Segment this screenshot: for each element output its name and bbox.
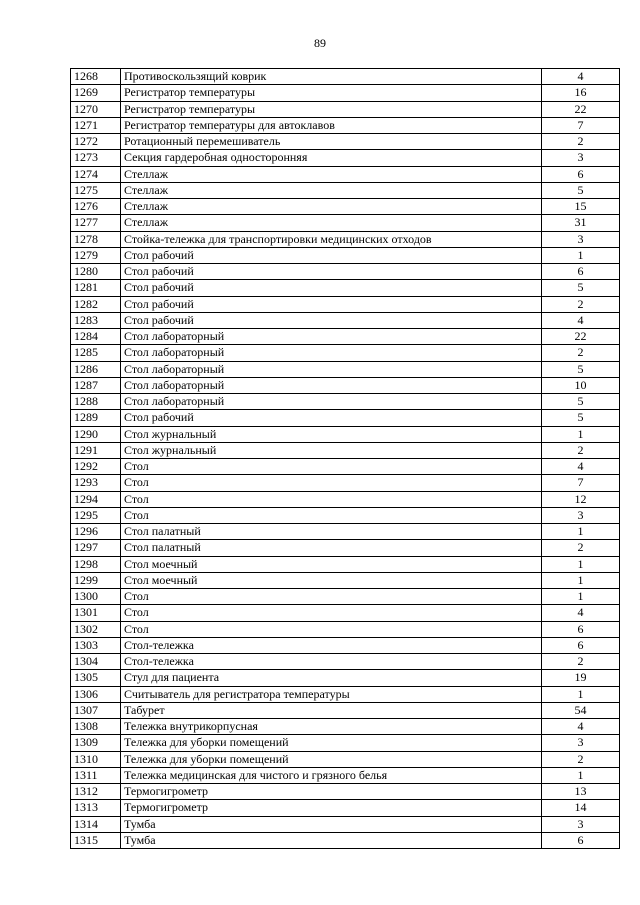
table-row xyxy=(71,329,620,345)
table-row xyxy=(71,199,620,215)
item-name-cell: Стол лабораторный xyxy=(121,361,542,377)
row-number-cell: 1298 xyxy=(71,556,121,572)
row-number-cell: 1276 xyxy=(71,199,121,215)
table-row xyxy=(71,345,620,361)
quantity-cell: 54 xyxy=(542,702,620,718)
row-number-cell: 1288 xyxy=(71,394,121,410)
item-name-cell: Противоскользящий коврик xyxy=(121,69,542,85)
row-number-cell: 1277 xyxy=(71,215,121,231)
item-name-cell: Стол рабочий xyxy=(121,264,542,280)
quantity-cell: 2 xyxy=(542,345,620,361)
row-number-cell: 1290 xyxy=(71,426,121,442)
quantity-cell: 22 xyxy=(542,329,620,345)
row-number-cell: 1311 xyxy=(71,767,121,783)
table-row xyxy=(71,280,620,296)
table-row xyxy=(71,784,620,800)
item-name-cell: Стол палатный xyxy=(121,540,542,556)
row-number-cell: 1303 xyxy=(71,637,121,653)
row-number-cell: 1281 xyxy=(71,280,121,296)
item-name-cell: Стол лабораторный xyxy=(121,345,542,361)
item-name-cell: Тумба xyxy=(121,832,542,848)
row-number-cell: 1297 xyxy=(71,540,121,556)
quantity-cell: 5 xyxy=(542,182,620,198)
item-name-cell: Стол-тележка xyxy=(121,637,542,653)
quantity-cell: 7 xyxy=(542,475,620,491)
table-row xyxy=(71,800,620,816)
quantity-cell: 2 xyxy=(542,540,620,556)
table-row xyxy=(71,296,620,312)
inventory-table-body xyxy=(71,69,620,849)
item-name-cell: Стол журнальный xyxy=(121,426,542,442)
table-row xyxy=(71,264,620,280)
item-name-cell: Регистратор температуры xyxy=(121,101,542,117)
item-name-cell: Стол рабочий xyxy=(121,312,542,328)
item-name-cell: Стойка-тележка для транспортировки медицинских отходов xyxy=(121,231,542,247)
row-number-cell: 1315 xyxy=(71,832,121,848)
row-number-cell: 1272 xyxy=(71,134,121,150)
table-row xyxy=(71,540,620,556)
quantity-cell: 3 xyxy=(542,150,620,166)
table-row xyxy=(71,377,620,393)
item-name-cell: Стол рабочий xyxy=(121,296,542,312)
table-row xyxy=(71,85,620,101)
row-number-cell: 1274 xyxy=(71,166,121,182)
item-name-cell: Стол рабочий xyxy=(121,410,542,426)
table-row xyxy=(71,475,620,491)
table-row xyxy=(71,589,620,605)
quantity-cell: 2 xyxy=(542,134,620,150)
row-number-cell: 1278 xyxy=(71,231,121,247)
quantity-cell: 1 xyxy=(542,686,620,702)
table-row xyxy=(71,394,620,410)
table-row xyxy=(71,719,620,735)
quantity-cell: 7 xyxy=(542,117,620,133)
quantity-cell: 6 xyxy=(542,621,620,637)
table-row xyxy=(71,231,620,247)
quantity-cell: 4 xyxy=(542,605,620,621)
item-name-cell: Стол рабочий xyxy=(121,247,542,263)
row-number-cell: 1283 xyxy=(71,312,121,328)
row-number-cell: 1302 xyxy=(71,621,121,637)
item-name-cell: Тележка для уборки помещений xyxy=(121,751,542,767)
row-number-cell: 1307 xyxy=(71,702,121,718)
table-row xyxy=(71,491,620,507)
row-number-cell: 1285 xyxy=(71,345,121,361)
item-name-cell: Тумба xyxy=(121,816,542,832)
row-number-cell: 1268 xyxy=(71,69,121,85)
quantity-cell: 13 xyxy=(542,784,620,800)
table-row xyxy=(71,215,620,231)
quantity-cell: 5 xyxy=(542,410,620,426)
quantity-cell: 1 xyxy=(542,767,620,783)
item-name-cell: Табурет xyxy=(121,702,542,718)
item-name-cell: Стол лабораторный xyxy=(121,377,542,393)
row-number-cell: 1275 xyxy=(71,182,121,198)
row-number-cell: 1308 xyxy=(71,719,121,735)
table-row xyxy=(71,117,620,133)
item-name-cell: Стол палатный xyxy=(121,524,542,540)
quantity-cell: 1 xyxy=(542,589,620,605)
quantity-cell: 2 xyxy=(542,442,620,458)
table-row xyxy=(71,832,620,848)
table-row xyxy=(71,442,620,458)
item-name-cell: Тележка для уборки помещений xyxy=(121,735,542,751)
item-name-cell: Считыватель для регистратора температуры xyxy=(121,686,542,702)
quantity-cell: 1 xyxy=(542,426,620,442)
row-number-cell: 1270 xyxy=(71,101,121,117)
table-row xyxy=(71,410,620,426)
table-row xyxy=(71,247,620,263)
table-row xyxy=(71,621,620,637)
table-row xyxy=(71,312,620,328)
row-number-cell: 1310 xyxy=(71,751,121,767)
quantity-cell: 4 xyxy=(542,69,620,85)
table-row xyxy=(71,556,620,572)
table-row xyxy=(71,767,620,783)
table-row xyxy=(71,637,620,653)
table-row xyxy=(71,751,620,767)
table-row xyxy=(71,816,620,832)
row-number-cell: 1306 xyxy=(71,686,121,702)
row-number-cell: 1295 xyxy=(71,507,121,523)
item-name-cell: Стеллаж xyxy=(121,199,542,215)
quantity-cell: 4 xyxy=(542,312,620,328)
table-row xyxy=(71,459,620,475)
quantity-cell: 19 xyxy=(542,670,620,686)
row-number-cell: 1309 xyxy=(71,735,121,751)
row-number-cell: 1301 xyxy=(71,605,121,621)
item-name-cell: Тележка медицинская для чистого и грязного белья xyxy=(121,767,542,783)
quantity-cell: 2 xyxy=(542,654,620,670)
inventory-table xyxy=(70,68,620,849)
item-name-cell: Стол xyxy=(121,621,542,637)
quantity-cell: 1 xyxy=(542,572,620,588)
row-number-cell: 1287 xyxy=(71,377,121,393)
quantity-cell: 5 xyxy=(542,361,620,377)
quantity-cell: 3 xyxy=(542,735,620,751)
row-number-cell: 1296 xyxy=(71,524,121,540)
quantity-cell: 16 xyxy=(542,85,620,101)
item-name-cell: Стол лабораторный xyxy=(121,394,542,410)
item-name-cell: Регистратор температуры для автоклавов xyxy=(121,117,542,133)
quantity-cell: 6 xyxy=(542,166,620,182)
quantity-cell: 6 xyxy=(542,832,620,848)
table-row xyxy=(71,166,620,182)
item-name-cell: Стол xyxy=(121,507,542,523)
row-number-cell: 1312 xyxy=(71,784,121,800)
row-number-cell: 1292 xyxy=(71,459,121,475)
row-number-cell: 1293 xyxy=(71,475,121,491)
item-name-cell: Стол журнальный xyxy=(121,442,542,458)
item-name-cell: Термогигрометр xyxy=(121,800,542,816)
row-number-cell: 1286 xyxy=(71,361,121,377)
quantity-cell: 22 xyxy=(542,101,620,117)
quantity-cell: 2 xyxy=(542,751,620,767)
quantity-cell: 31 xyxy=(542,215,620,231)
table-row xyxy=(71,134,620,150)
quantity-cell: 12 xyxy=(542,491,620,507)
row-number-cell: 1289 xyxy=(71,410,121,426)
row-number-cell: 1300 xyxy=(71,589,121,605)
row-number-cell: 1269 xyxy=(71,85,121,101)
table-row xyxy=(71,654,620,670)
row-number-cell: 1291 xyxy=(71,442,121,458)
quantity-cell: 4 xyxy=(542,719,620,735)
quantity-cell: 1 xyxy=(542,247,620,263)
item-name-cell: Стеллаж xyxy=(121,182,542,198)
item-name-cell: Стол xyxy=(121,459,542,475)
quantity-cell: 1 xyxy=(542,524,620,540)
quantity-cell: 3 xyxy=(542,507,620,523)
item-name-cell: Стеллаж xyxy=(121,215,542,231)
table-row xyxy=(71,735,620,751)
quantity-cell: 2 xyxy=(542,296,620,312)
table-row xyxy=(71,572,620,588)
item-name-cell: Стол лабораторный xyxy=(121,329,542,345)
table-row xyxy=(71,426,620,442)
table-row xyxy=(71,670,620,686)
table-row xyxy=(71,69,620,85)
quantity-cell: 3 xyxy=(542,231,620,247)
item-name-cell: Стул для пациента xyxy=(121,670,542,686)
row-number-cell: 1273 xyxy=(71,150,121,166)
table-row xyxy=(71,507,620,523)
item-name-cell: Стол моечный xyxy=(121,572,542,588)
quantity-cell: 14 xyxy=(542,800,620,816)
row-number-cell: 1271 xyxy=(71,117,121,133)
item-name-cell: Ротационный перемешиватель xyxy=(121,134,542,150)
table-row xyxy=(71,361,620,377)
row-number-cell: 1314 xyxy=(71,816,121,832)
table-row xyxy=(71,605,620,621)
quantity-cell: 4 xyxy=(542,459,620,475)
quantity-cell: 15 xyxy=(542,199,620,215)
item-name-cell: Стол моечный xyxy=(121,556,542,572)
item-name-cell: Стол xyxy=(121,475,542,491)
item-name-cell: Тележка внутрикорпусная xyxy=(121,719,542,735)
item-name-cell: Стол xyxy=(121,605,542,621)
table-row xyxy=(71,686,620,702)
quantity-cell: 6 xyxy=(542,637,620,653)
table-row xyxy=(71,702,620,718)
row-number-cell: 1294 xyxy=(71,491,121,507)
quantity-cell: 5 xyxy=(542,394,620,410)
item-name-cell: Секция гардеробная односторонняя xyxy=(121,150,542,166)
quantity-cell: 1 xyxy=(542,556,620,572)
table-row xyxy=(71,150,620,166)
quantity-cell: 3 xyxy=(542,816,620,832)
row-number-cell: 1284 xyxy=(71,329,121,345)
quantity-cell: 10 xyxy=(542,377,620,393)
table-row xyxy=(71,101,620,117)
item-name-cell: Стол xyxy=(121,491,542,507)
row-number-cell: 1280 xyxy=(71,264,121,280)
table-row xyxy=(71,182,620,198)
quantity-cell: 5 xyxy=(542,280,620,296)
item-name-cell: Стол xyxy=(121,589,542,605)
row-number-cell: 1305 xyxy=(71,670,121,686)
item-name-cell: Стол рабочий xyxy=(121,280,542,296)
row-number-cell: 1299 xyxy=(71,572,121,588)
item-name-cell: Стол-тележка xyxy=(121,654,542,670)
item-name-cell: Термогигрометр xyxy=(121,784,542,800)
table-row xyxy=(71,524,620,540)
item-name-cell: Регистратор температуры xyxy=(121,85,542,101)
row-number-cell: 1279 xyxy=(71,247,121,263)
row-number-cell: 1304 xyxy=(71,654,121,670)
quantity-cell: 6 xyxy=(542,264,620,280)
page-number: 89 xyxy=(314,36,326,50)
item-name-cell: Стеллаж xyxy=(121,166,542,182)
row-number-cell: 1282 xyxy=(71,296,121,312)
row-number-cell: 1313 xyxy=(71,800,121,816)
